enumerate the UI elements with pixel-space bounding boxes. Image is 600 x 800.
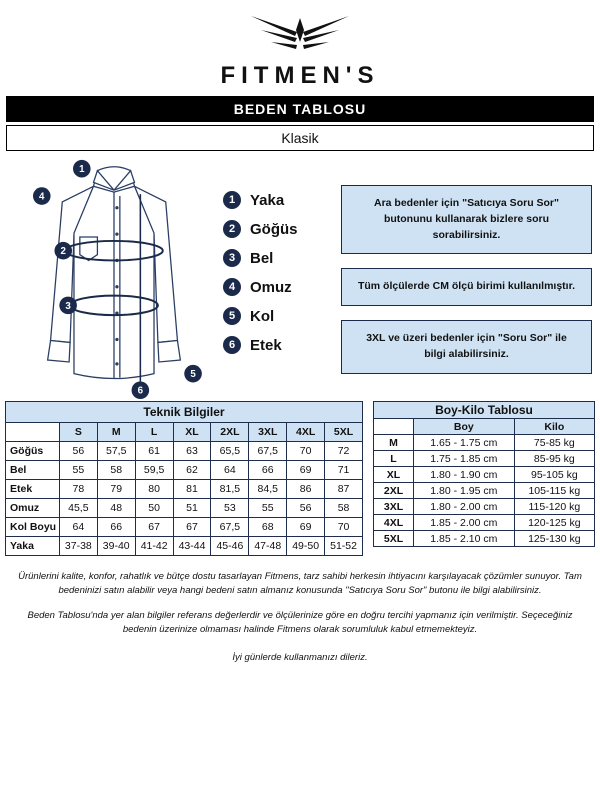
boy-kilo-table bbox=[373, 401, 595, 547]
cell: 48 bbox=[97, 499, 135, 518]
cell: 51 bbox=[173, 499, 211, 518]
table-row-xl bbox=[374, 467, 595, 483]
info-notes bbox=[341, 157, 592, 395]
number-badge: 6 bbox=[223, 336, 241, 354]
fitmens-eagle-logo-icon bbox=[235, 8, 365, 60]
shirt-diagram-icon bbox=[8, 157, 220, 401]
cell: 81 bbox=[173, 480, 211, 499]
brand-name: FITMEN'S bbox=[220, 62, 380, 89]
shirt-point-number: 5 bbox=[190, 369, 196, 381]
cell: 70 bbox=[287, 442, 325, 461]
col-header: XL bbox=[173, 423, 211, 442]
shirt-diagram bbox=[8, 157, 223, 395]
cell: 47-48 bbox=[249, 537, 287, 556]
cell: 64 bbox=[211, 461, 249, 480]
cell: 1.80 - 1.95 cm bbox=[414, 483, 515, 499]
page-title: BEDEN TABLOSU bbox=[6, 96, 594, 122]
info-box-ara-bedenler: Ara bedenler için "Satıcıya Soru Sor" butonunu kullanarak bizlere soru sorabilirsiniz. bbox=[341, 185, 592, 254]
cell: 66 bbox=[249, 461, 287, 480]
col-header-kilo: Kilo bbox=[514, 419, 594, 435]
cell: 55 bbox=[249, 499, 287, 518]
cell: 79 bbox=[97, 480, 135, 499]
row-label: Omuz bbox=[6, 499, 60, 518]
cell: 95-105 kg bbox=[514, 467, 594, 483]
row-label: L bbox=[374, 451, 414, 467]
tables-section bbox=[0, 395, 600, 556]
shirt-point-number: 3 bbox=[65, 300, 71, 312]
number-badge: 1 bbox=[223, 191, 241, 209]
shirt-point-gogus bbox=[54, 242, 72, 260]
table-row-m bbox=[374, 435, 595, 451]
row-label: Yaka bbox=[6, 537, 60, 556]
row-label: 5XL bbox=[374, 531, 414, 547]
cell: 1.85 - 2.10 cm bbox=[414, 531, 515, 547]
cell: 67 bbox=[173, 518, 211, 537]
col-header: 5XL bbox=[325, 423, 363, 442]
cell: 84,5 bbox=[249, 480, 287, 499]
brand-header bbox=[0, 0, 600, 90]
cell: 43-44 bbox=[173, 537, 211, 556]
legend-label: Etek bbox=[250, 336, 282, 354]
measurement-section bbox=[0, 151, 600, 395]
col-header: 4XL bbox=[287, 423, 325, 442]
size-table-title: Boy-Kilo Tablosu bbox=[374, 402, 595, 419]
cell: 1.65 - 1.75 cm bbox=[414, 435, 515, 451]
cell: 56 bbox=[59, 442, 97, 461]
number-badge: 4 bbox=[223, 278, 241, 296]
number-badge: 2 bbox=[223, 220, 241, 238]
cell: 55 bbox=[59, 461, 97, 480]
cell: 63 bbox=[173, 442, 211, 461]
cell: 115-120 kg bbox=[514, 499, 594, 515]
shirt-point-kol bbox=[184, 365, 202, 383]
cell: 37-38 bbox=[59, 537, 97, 556]
legend-item-bel bbox=[223, 249, 341, 267]
corner-cell bbox=[374, 419, 414, 435]
table-row-l bbox=[374, 451, 595, 467]
cell: 51-52 bbox=[325, 537, 363, 556]
number-badge: 5 bbox=[223, 307, 241, 325]
col-header: M bbox=[97, 423, 135, 442]
cell: 120-125 kg bbox=[514, 515, 594, 531]
col-header-boy: Boy bbox=[414, 419, 515, 435]
row-label: 2XL bbox=[374, 483, 414, 499]
footer-disclaimers bbox=[0, 556, 600, 665]
row-label: 3XL bbox=[374, 499, 414, 515]
tech-table-title: Teknik Bilgiler bbox=[6, 402, 363, 423]
shirt-point-omuz bbox=[33, 187, 51, 205]
row-label: XL bbox=[374, 467, 414, 483]
cell: 65,5 bbox=[211, 442, 249, 461]
row-label: M bbox=[374, 435, 414, 451]
cell: 56 bbox=[287, 499, 325, 518]
col-header: S bbox=[59, 423, 97, 442]
cell: 86 bbox=[287, 480, 325, 499]
size-table-header-row bbox=[374, 419, 595, 435]
cell: 69 bbox=[287, 461, 325, 480]
cell: 1.80 - 2.00 cm bbox=[414, 499, 515, 515]
legend-label: Bel bbox=[250, 249, 274, 267]
product-line-title: Klasik bbox=[6, 125, 594, 151]
legend-label: Kol bbox=[250, 307, 275, 325]
cell: 39-40 bbox=[97, 537, 135, 556]
table-row-omuz bbox=[6, 499, 363, 518]
legend-item-yaka bbox=[223, 191, 341, 209]
shirt-point-number: 1 bbox=[79, 164, 85, 176]
col-header: 2XL bbox=[211, 423, 249, 442]
shirt-point-etek bbox=[132, 381, 150, 399]
cell: 58 bbox=[97, 461, 135, 480]
table-row-4xl bbox=[374, 515, 595, 531]
table-row-kol-boyu bbox=[6, 518, 363, 537]
info-box-3xl-uzeri: 3XL ve üzeri bedenler için "Soru Sor" ile bilgi alabilirsiniz. bbox=[341, 320, 592, 374]
cell: 45-46 bbox=[211, 537, 249, 556]
table-row-3xl bbox=[374, 499, 595, 515]
cell: 105-115 kg bbox=[514, 483, 594, 499]
cell: 81,5 bbox=[211, 480, 249, 499]
row-label: Bel bbox=[6, 461, 60, 480]
info-box-cm-birimi: Tüm ölçülerde CM ölçü birimi kullanılmıştır. bbox=[341, 268, 592, 306]
table-row-gogus bbox=[6, 442, 363, 461]
table-row-bel bbox=[6, 461, 363, 480]
cell: 72 bbox=[325, 442, 363, 461]
legend-item-etek bbox=[223, 336, 341, 354]
legend-label: Omuz bbox=[250, 278, 292, 296]
col-header: 3XL bbox=[249, 423, 287, 442]
cell: 41-42 bbox=[135, 537, 173, 556]
cell: 80 bbox=[135, 480, 173, 499]
cell: 78 bbox=[59, 480, 97, 499]
cell: 53 bbox=[211, 499, 249, 518]
cell: 71 bbox=[325, 461, 363, 480]
cell: 61 bbox=[135, 442, 173, 461]
teknik-bilgiler-table bbox=[5, 401, 363, 556]
cell: 50 bbox=[135, 499, 173, 518]
table-row-etek bbox=[6, 480, 363, 499]
cell: 69 bbox=[287, 518, 325, 537]
tech-table-header-row bbox=[6, 423, 363, 442]
row-label: Etek bbox=[6, 480, 60, 499]
cell: 59,5 bbox=[135, 461, 173, 480]
table-row-2xl bbox=[374, 483, 595, 499]
cell: 67,5 bbox=[211, 518, 249, 537]
legend-item-gogus bbox=[223, 220, 341, 238]
cell: 75-85 kg bbox=[514, 435, 594, 451]
cell: 68 bbox=[249, 518, 287, 537]
cell: 70 bbox=[325, 518, 363, 537]
cell: 67 bbox=[135, 518, 173, 537]
row-label: Göğüs bbox=[6, 442, 60, 461]
number-badge: 3 bbox=[223, 249, 241, 267]
cell: 1.75 - 1.85 cm bbox=[414, 451, 515, 467]
cell: 66 bbox=[97, 518, 135, 537]
col-header: L bbox=[135, 423, 173, 442]
shirt-point-yaka bbox=[73, 160, 91, 178]
shirt-point-bel bbox=[59, 297, 77, 315]
cell: 58 bbox=[325, 499, 363, 518]
shirt-point-number: 4 bbox=[39, 191, 45, 203]
cell: 87 bbox=[325, 480, 363, 499]
footer-closing-wish: İyi günlerde kullanmanızı dileriz. bbox=[232, 652, 368, 663]
legend-label: Yaka bbox=[250, 191, 285, 209]
cell: 67,5 bbox=[249, 442, 287, 461]
legend-item-kol bbox=[223, 307, 341, 325]
corner-cell bbox=[6, 423, 60, 442]
cell: 1.85 - 2.00 cm bbox=[414, 515, 515, 531]
cell: 62 bbox=[173, 461, 211, 480]
footer-paragraph-reference: Beden Tablosu'nda yer alan bilgiler referans değerlerdir ve ölçülerinize göre en doğru tercihi yapmanız için verilmiştir. Seçeceğiniz bedenin üzerinize olmaması halinde Fitmens olarak sorumluluk kabul etmemekteyiz. bbox=[27, 609, 573, 635]
shirt-point-number: 2 bbox=[60, 246, 66, 258]
cell: 1.80 - 1.90 cm bbox=[414, 467, 515, 483]
cell: 49-50 bbox=[287, 537, 325, 556]
row-label: 4XL bbox=[374, 515, 414, 531]
row-label: Kol Boyu bbox=[6, 518, 60, 537]
table-row-yaka bbox=[6, 537, 363, 556]
shirt-point-number: 6 bbox=[137, 385, 144, 397]
table-row-5xl bbox=[374, 531, 595, 547]
measurement-legend bbox=[223, 157, 341, 395]
cell: 45,5 bbox=[59, 499, 97, 518]
cell: 85-95 kg bbox=[514, 451, 594, 467]
legend-label: Göğüs bbox=[250, 220, 298, 238]
cell: 64 bbox=[59, 518, 97, 537]
footer-paragraph-quality: Ürünlerini kalite, konfor, rahatlık ve bütçe dostu tasarlayan Fitmens, tarz sahibi herkesin ihtiyacını karşılayacak çözümler sunuyor. Tam bedeninizi satın alabilir veya hangi bedeni satın almanız konusunda "Satıcıya Soru Sor" butonu ile bilgi alabilirsiniz. bbox=[18, 571, 582, 597]
legend-item-omuz bbox=[223, 278, 341, 296]
cell: 125-130 kg bbox=[514, 531, 594, 547]
cell: 57,5 bbox=[97, 442, 135, 461]
